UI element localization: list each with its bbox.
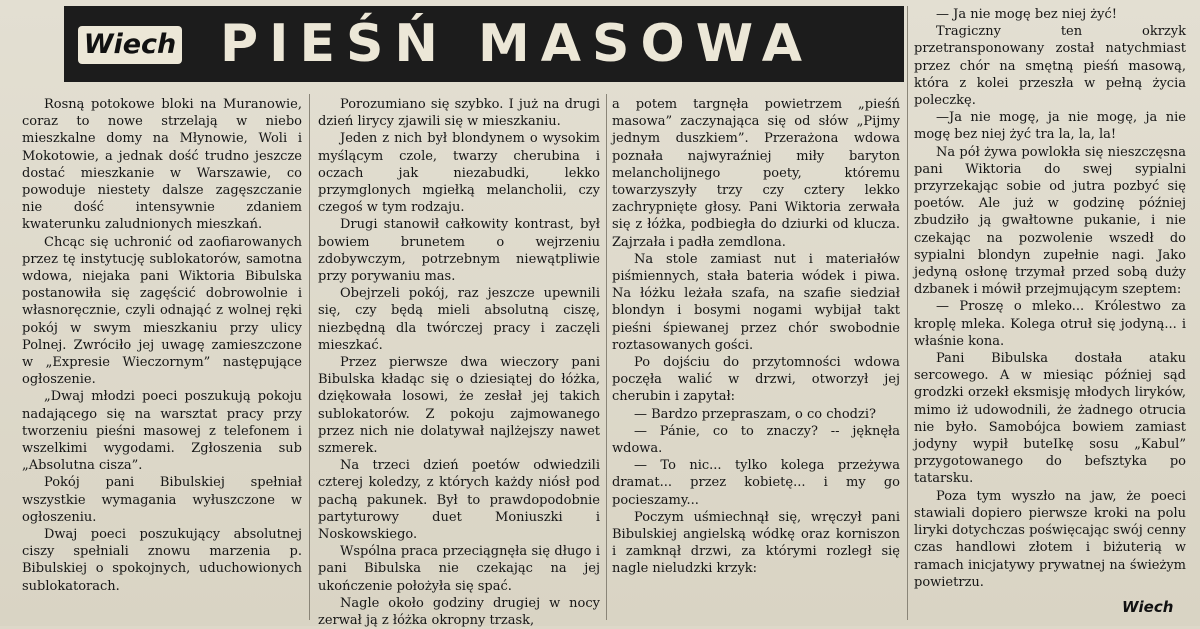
paragraph: — Pánie, co to znaczy? -- jęknęła wdowa. — [612, 423, 900, 457]
paragraph: Na trzeci dzień poetów odwiedzili czterej koledzy, z których każdy niósł pod pachą pakunek. Był to prawdopodobnie partyturowy duet Moniuszki i Noskowskiego. — [318, 458, 600, 543]
paragraph: Nagle około godziny drugiej w nocy zerwał ją z łóżka okropny trzask, — [318, 595, 600, 629]
author-badge: Wiech — [78, 26, 182, 64]
paragraph: Pokój pani Bibulskiej spełniał wszystkie wymagania wyłuszczone w ogłoszeniu. — [22, 475, 302, 525]
paragraph: Na pół żywa powlokła się nieszczęsna pani Wiktoria do swej sypialni przyrzekając sobie od jutra pozbyć się poetów. Ale już w godzinę później zbudziło ją gwałtowne pukanie, i nie czekając na pozwolenie wszedł do sypialni blondyn zupełnie nagi. Jako jedyną osłonę trzymał przed sobą duży dzbanek i mówił przejmującym szeptem: — [914, 144, 1186, 298]
paragraph: Poza tym wyszło na jaw, że poeci stawiali dopiero pierwsze kroki na polu liryki dotychczas poświęcając swój cenny czas handlowi złotem i biżuterią w ramach inicjatywy prywatnej na świeżym powietrzu. — [914, 488, 1186, 590]
text-column-4 — [914, 6, 1186, 591]
paragraph: „Dwaj młodzi poeci poszukują pokoju nadającego się na warsztat pracy przy tworzeniu pieśni masowej z telefonem i wszelkimi wygodami. Zgłoszenia sub „Absolutna cisza”. — [22, 389, 302, 474]
paragraph: Obejrzeli pokój, raz jeszcze upewnili się, czy będą mieli absolutną ciszę, niezbędną dla twórczej pracy i zaczęli mieszkać. — [318, 286, 600, 353]
paragraph: — Proszę o mleko... Królestwo za kroplę mleka. Kolega otruł się jodyną... i właśnie kona. — [914, 299, 1186, 349]
author-signature: Wiech — [1122, 598, 1174, 616]
text-column-1 — [22, 96, 302, 595]
column-rule — [606, 94, 607, 620]
column-rule — [309, 94, 310, 620]
text-column-2 — [318, 96, 600, 629]
paragraph: Rosną potokowe bloki na Muranowie, coraz to nowe strzelają w niebo mieszkalne domy na Młynowie, Woli i Mokotowie, a jednak dość trudno jeszcze dostać mieszkanie w Warszawie, co powoduje niestety dalsze zagęszczanie nie dość intensywnie zdaniem kwaterunku zaludnionych mieszkań. — [22, 97, 302, 233]
paragraph: — To nic... tylko kolega przeżywa dramat... przez kobietę... i my go pocieszamy... — [612, 458, 900, 508]
paragraph: — Bardzo przepraszam, o co chodzi? — [634, 406, 876, 422]
paragraph: Porozumiano się szybko. I już na drugi dzień lirycy zjawili się w mieszkaniu. — [318, 97, 600, 130]
text-column-3 — [612, 96, 900, 578]
paragraph: a potem targnęła powietrzem „pieśń masowa” zaczynająca się od słów „Pijmy jednym duszkiem”. Przerażona wdowa poznała najwyraźniej miły baryton melancholijnego poety, któremu towarzyszyły trzy czy cztery lekko zachrypnięte głosy. Pani Wiktoria zerwała się z łóżka, podbiegła do dziurki od klucza. Zajrzała i padła zemdlona. — [612, 97, 900, 250]
paragraph: Po dojściu do przytomności wdowa poczęła walić w drzwi, otworzył jej cherubin i zapytał: — [612, 355, 900, 405]
paragraph: Na stole zamiast nut i materiałów piśmiennych, stała bateria wódek i piwa. Na łóżku leżała szafa, na szafie siedział blondyn i bosymi nogami wybijał takt pieśni śpiewanej przez chór swobodnie roztasowanych gości. — [612, 251, 900, 353]
article-title: PIEŚŃ MASOWA — [220, 14, 813, 74]
paragraph: — Ja nie mogę bez niej żyć! — [936, 7, 1117, 22]
paragraph: Pani Bibulska dostała ataku sercowego. A w miesiąc później sąd grodzki orzekł eksmisję młodych liryków, mimo iż udowodnili, że żadnego otrucia nie było. Samobójca bowiem zamiast jodyny wypił buteIkę sosu „Kabul” przygotowanego do befsztyka po tatarsku. — [914, 351, 1186, 487]
paragraph: Tragiczny ten okrzyk przetransponowany został natychmiast przez chór na smętną pieśń masową, która z kolei przeszła w pełną życia poleczkę. — [914, 24, 1186, 109]
paragraph: Dwaj poeci poszukujący absolutnej ciszy spełniali znowu marzenia p. Bibulskiej o spokojnych, uduchowionych sublokatorach. — [22, 527, 302, 594]
paragraph: Poczym uśmiechnął się, wręczył pani Bibulskiej angielską wódkę oraz korniszon i zamknął drzwi, za którymi rozległ się nagle nieludzki krzyk: — [612, 509, 900, 577]
paragraph: Przez pierwsze dwa wieczory pani Bibulska kładąc się o dziesiątej do łóżka, dziękowała losowi, że zesłał jej takich sublokatorów. Z pokoju zajmowanego przez nich nie dolatywał najlżejszy nawet szmerek. — [318, 355, 600, 457]
paragraph: Jeden z nich był blondynem o wysokim myślącym czole, twarzy cherubina i oczach jak niezabudki, lekko przymglonych mgiełką melancholii, czy czegoś w tym rodzaju. — [318, 131, 600, 216]
article-header — [64, 6, 904, 82]
paragraph: Chcąc się uchronić od zaofiarowanych przez tę instytucję sublokatorów, samotna wdowa, niejaka pani Wiktoria Bibulska postanowiła się zagęścić dobrowolnie i własnoręcznie, czyli odnająć z wolnej ręki pokój w swym mieszkaniu przy ulicy Polnej. Zwróciło jej uwagę zamieszczone w „Expresie Wieczornym” następujące ogłoszenie. — [22, 234, 302, 388]
paragraph: Wspólna praca przeciągnęła się długo i pani Bibulska nie czekając na jej ukończenie położyła się spać. — [318, 544, 600, 594]
column-rule — [907, 6, 908, 620]
paragraph: —Ja nie mogę, ja nie mogę, ja nie mogę bez niej żyć tra la, la, la! — [914, 110, 1186, 143]
paragraph: Drugi stanowił całkowity kontrast, był bowiem brunetem o wejrzeniu zdobywczym, potrzebnym niewątpliwie przy porywaniu mas. — [318, 217, 600, 285]
